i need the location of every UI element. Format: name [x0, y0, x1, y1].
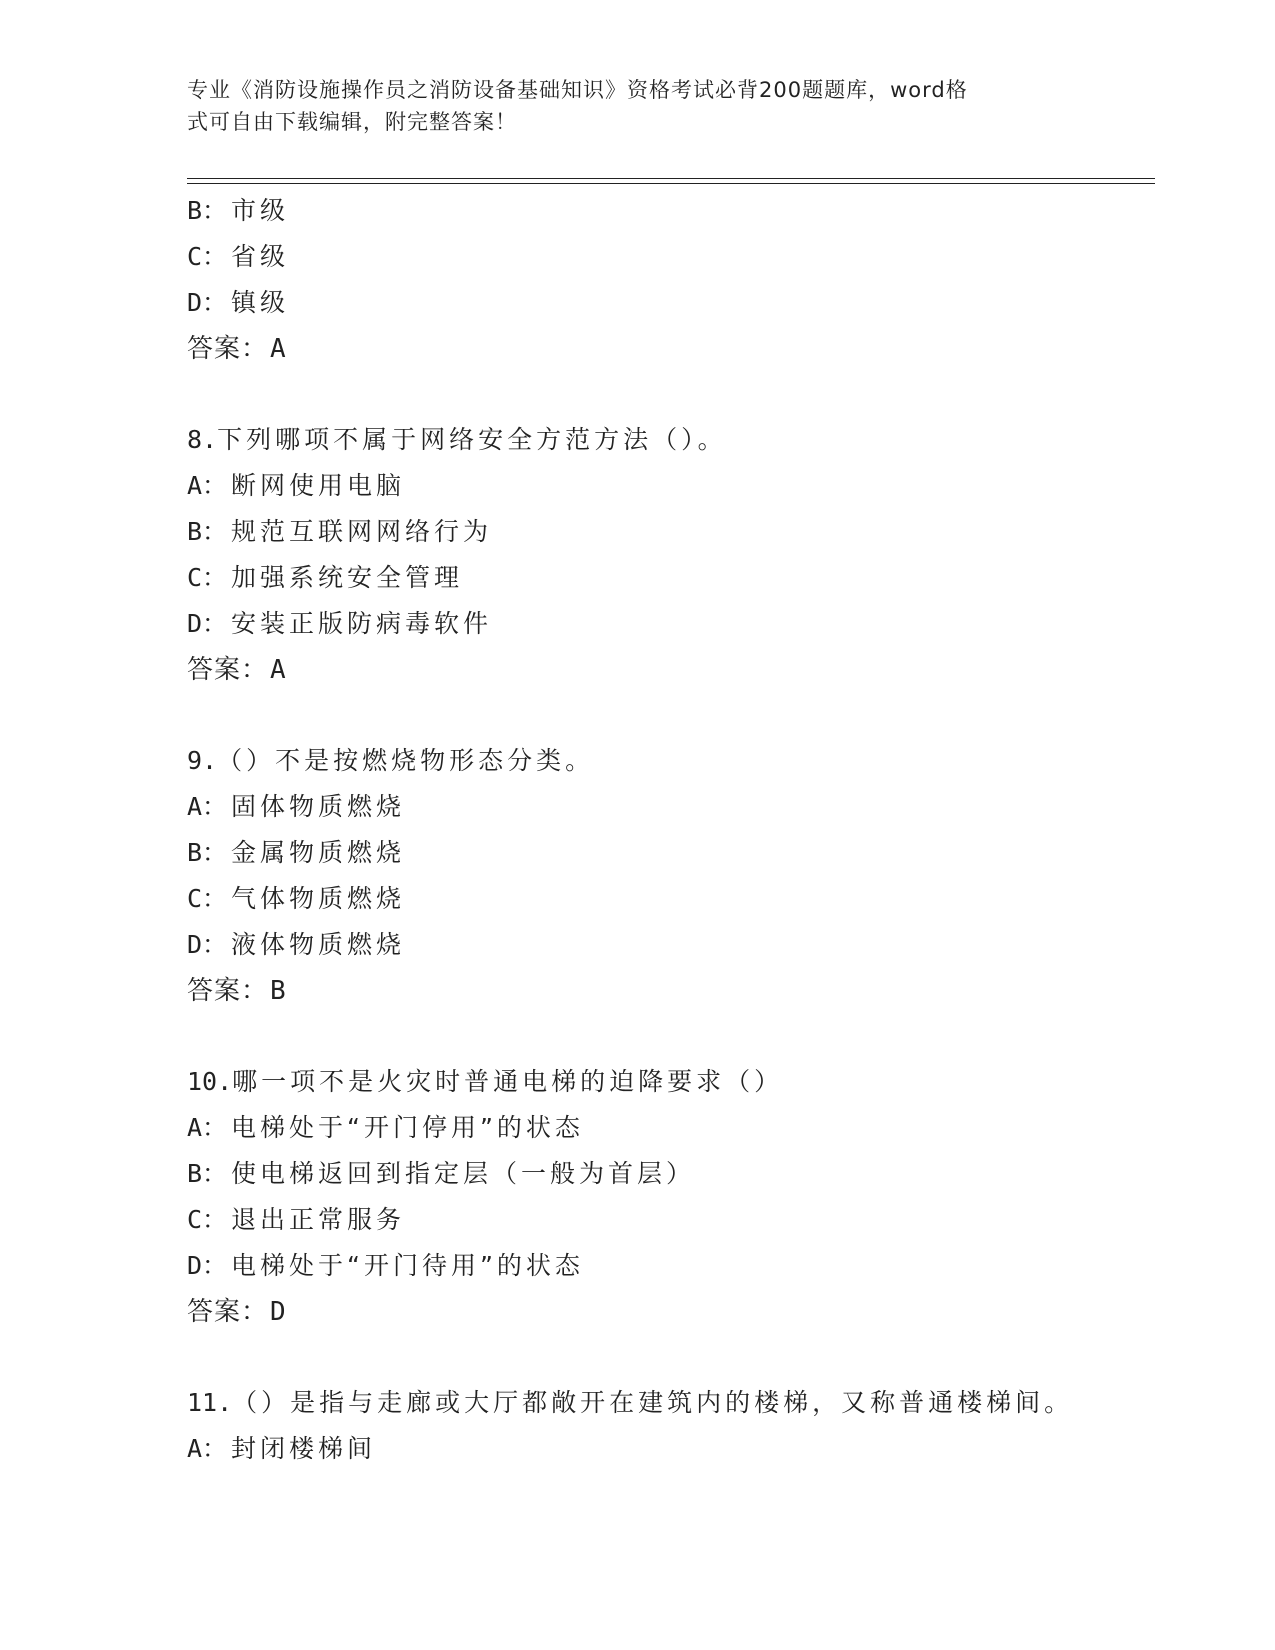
option-text: 加强系统安全管理 [231, 563, 464, 592]
option-c [187, 555, 1155, 601]
option-a [187, 1105, 1155, 1151]
option-d [187, 280, 1155, 326]
option-letter: D： [187, 930, 228, 959]
option-c [187, 1197, 1155, 1243]
option-text: 气体物质燃烧 [231, 884, 406, 913]
answer-label: 答案： [187, 976, 269, 1006]
question-stem [187, 738, 1155, 784]
question-7-tail [187, 188, 1155, 372]
answer-line [187, 1289, 1155, 1335]
question-number: 10. [187, 1067, 233, 1096]
question-11 [187, 1380, 1155, 1472]
answer-line [187, 647, 1155, 693]
option-c [187, 234, 1155, 280]
question-10 [187, 1059, 1155, 1335]
option-d [187, 601, 1155, 647]
question-text: 哪一项不是火灾时普通电梯的迫降要求（） [232, 1067, 784, 1096]
option-b [187, 188, 1155, 234]
option-c [187, 876, 1155, 922]
option-letter: C： [187, 242, 228, 271]
option-text: 市级 [231, 196, 290, 225]
option-text: 断网使用电脑 [231, 471, 406, 500]
option-letter: D： [187, 288, 228, 317]
option-letter: C： [187, 1205, 228, 1234]
option-text: 省级 [231, 242, 290, 271]
option-b [187, 1151, 1155, 1197]
question-text: 下列哪项不属于网络安全方范方法（）。 [217, 425, 727, 454]
option-letter: B： [187, 196, 228, 225]
header-title-line-2: 式可自由下载编辑，附完整答案！ [187, 110, 517, 134]
option-letter: A： [187, 1434, 228, 1463]
question-number: 11. [187, 1388, 233, 1417]
question-9 [187, 738, 1155, 1014]
answer-value: D [270, 1297, 287, 1327]
option-a [187, 463, 1155, 509]
option-letter: A： [187, 1113, 228, 1142]
option-letter: B： [187, 838, 228, 867]
option-b [187, 509, 1155, 555]
option-text: 金属物质燃烧 [231, 838, 406, 867]
question-number: 8. [187, 425, 218, 454]
option-d [187, 922, 1155, 968]
answer-label: 答案： [187, 1297, 269, 1327]
answer-value: A [270, 655, 287, 685]
header-divider-top [187, 178, 1155, 179]
option-text: 电梯处于“开门待用”的状态 [231, 1251, 584, 1280]
question-8 [187, 417, 1155, 693]
option-letter: D： [187, 1251, 228, 1280]
option-text: 固体物质燃烧 [231, 792, 406, 821]
option-letter: A： [187, 471, 228, 500]
question-stem [187, 1380, 1155, 1426]
question-stem [187, 417, 1155, 463]
option-letter: C： [187, 563, 228, 592]
option-b [187, 830, 1155, 876]
question-list [187, 188, 1155, 1472]
header-divider-bottom [187, 183, 1155, 184]
answer-line [187, 326, 1155, 372]
document-header [187, 74, 1067, 138]
option-letter: C： [187, 884, 228, 913]
answer-value: A [270, 334, 287, 364]
option-letter: D： [187, 609, 228, 638]
option-d [187, 1243, 1155, 1289]
answer-line [187, 968, 1155, 1014]
option-text: 安装正版防病毒软件 [231, 609, 493, 638]
option-text: 镇级 [231, 288, 290, 317]
option-text: 液体物质燃烧 [231, 930, 406, 959]
option-a [187, 784, 1155, 830]
question-number: 9. [187, 746, 218, 775]
question-text: （）不是按燃烧物形态分类。 [217, 746, 595, 775]
answer-label: 答案： [187, 334, 269, 364]
answer-label: 答案： [187, 655, 269, 685]
option-letter: A： [187, 792, 228, 821]
option-text: 使电梯返回到指定层（一般为首层） [231, 1159, 696, 1188]
option-text: 电梯处于“开门停用”的状态 [231, 1113, 584, 1142]
option-text: 退出正常服务 [231, 1205, 406, 1234]
header-title-line-1: 专业《消防设施操作员之消防设备基础知识》资格考试必背200题题库，word格 [187, 78, 968, 102]
option-letter: B： [187, 1159, 228, 1188]
option-text: 规范互联网网络行为 [231, 517, 493, 546]
option-text: 封闭楼梯间 [231, 1434, 377, 1463]
question-stem [187, 1059, 1155, 1105]
question-text: （）是指与走廊或大厅都敞开在建筑内的楼梯，又称普通楼梯间。 [232, 1388, 1074, 1417]
answer-value: B [270, 976, 287, 1006]
option-a [187, 1426, 1155, 1472]
option-letter: B： [187, 517, 228, 546]
